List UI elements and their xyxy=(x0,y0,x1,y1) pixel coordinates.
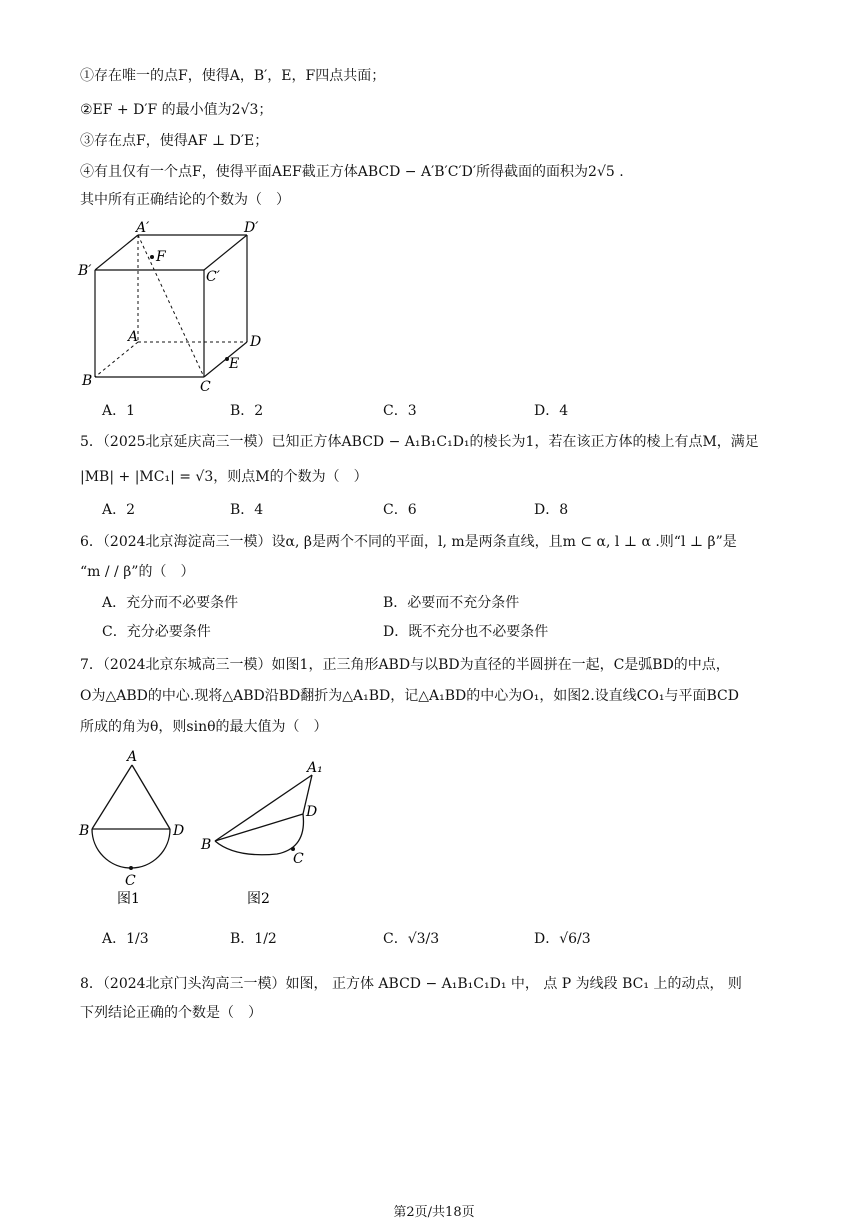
label-e: E xyxy=(229,356,240,372)
q4-option-c: C．3 xyxy=(383,403,417,419)
label-b-prime: B′ xyxy=(78,263,92,279)
q6-option-b: B．必要而不充分条件 xyxy=(383,595,520,611)
label-d-prime: D′ xyxy=(244,220,259,236)
q5-option-a: A．2 xyxy=(102,502,136,518)
q5-option-d: D．8 xyxy=(534,502,569,518)
fig2-label-a1: A₁ xyxy=(307,760,323,776)
page-footer: 第2页/共18页 xyxy=(393,1205,475,1220)
q6-stem-line2: “m / / β”的（ ） xyxy=(80,564,195,580)
fig2-caption: 图2 xyxy=(247,891,270,907)
q6-option-c: C．充分必要条件 xyxy=(102,624,211,640)
q7-option-d: D．√6/3 xyxy=(534,931,591,947)
fig2-label-c: C xyxy=(293,851,304,867)
q7-option-b: B．1/2 xyxy=(230,931,277,947)
q4-option-d: D．4 xyxy=(534,403,569,419)
fig1-point-c xyxy=(129,866,133,870)
label-a-prime: A′ xyxy=(136,220,150,236)
q4-question: 其中所有正确结论的个数为（ ） xyxy=(80,192,290,208)
cube-figure xyxy=(70,215,280,395)
fig1-label-b: B xyxy=(79,823,90,839)
q4-option-a: A．1 xyxy=(102,403,136,419)
q4-statement-2: ②EF + D′F 的最小值为2√3； xyxy=(80,102,273,118)
q7-stem-line2: O为△ABD的中心.现将△ABD沿BD翻折为△A₁BD，记△A₁BD的中心为O₁，如图2.设直线CO₁与平面BCD xyxy=(80,688,739,704)
diag-a1c-hidden xyxy=(138,235,204,377)
fig1-caption: 图1 xyxy=(117,891,140,907)
q7-figure-1 xyxy=(75,745,195,910)
q8-stem-line2: 下列结论正确的个数是（ ） xyxy=(80,1005,262,1021)
q6-stem-line1: 6．（2024北京海淀高三一模）设α, β是两个不同的平面，l, m是两条直线，且m ⊂ α, l ⊥ α .则“l ⊥ β”是 xyxy=(80,534,737,550)
q4-statement-4: ④有且仅有一个点F，使得平面AEF截正方体ABCD − A′B′C′D′所得截面的面积为2√5 . xyxy=(80,164,624,180)
point-f xyxy=(150,255,154,259)
label-d: D xyxy=(250,334,262,350)
fig1-semicircle xyxy=(92,829,170,868)
edge-ab-hidden xyxy=(95,342,138,377)
fig2-label-d: D xyxy=(306,804,318,820)
q7-stem-line1: 7．（2024北京东城高三一模）如图1，正三角形ABD与以BD为直径的半圆拼在一起，C是弧BD的中点， xyxy=(80,657,730,673)
q5-stem-line2: |MB| + |MC₁| = √3，则点M的个数为（ ） xyxy=(80,469,368,485)
q8-stem-line1: 8．（2024北京门头沟高三一模）如图， 正方体 ABCD − A₁B₁C₁D₁ 中， 点 P 为线段 BC₁ 上的动点， 则 xyxy=(80,976,742,992)
q7-option-c: C．√3/3 xyxy=(383,931,440,947)
fig2-semicircle xyxy=(215,814,303,855)
q4-statement-1: ①存在唯一的点F，使得A，B′，E，F四点共面； xyxy=(80,68,386,84)
fig2-label-b: B xyxy=(201,837,212,853)
q5-option-b: B．4 xyxy=(230,502,264,518)
label-b: B xyxy=(82,373,93,389)
fig1-edge-ab xyxy=(92,765,132,829)
label-c-prime: C′ xyxy=(206,269,220,285)
fig1-label-c: C xyxy=(125,873,136,889)
fig1-edge-ad xyxy=(132,765,170,829)
q5-stem-line1: 5．（2025北京延庆高三一模）已知正方体ABCD − A₁B₁C₁D₁的棱长为1，若在该正方体的棱上有点M，满足 xyxy=(80,434,759,450)
label-c: C xyxy=(200,379,211,395)
fig2-edge-ba1 xyxy=(215,775,312,841)
q7-stem-line3: 所成的角为θ，则sinθ的最大值为（ ） xyxy=(80,719,328,735)
q4-statement-3: ③存在点F，使得AF ⊥ D′E； xyxy=(80,133,269,149)
fig1-label-d: D xyxy=(173,823,185,839)
edge-b1a1 xyxy=(95,235,138,270)
q5-option-c: C．6 xyxy=(383,502,417,518)
q7-figure-2 xyxy=(195,750,335,910)
q4-option-b: B．2 xyxy=(230,403,264,419)
fig2-edge-bd xyxy=(215,814,303,841)
label-f: F xyxy=(156,249,166,265)
edge-d1c1 xyxy=(204,235,247,270)
q6-option-d: D．既不充分也不必要条件 xyxy=(383,624,549,640)
fig1-label-a: A xyxy=(127,749,138,765)
label-a: A xyxy=(128,329,139,345)
q6-option-a: A．充分而不必要条件 xyxy=(102,595,239,611)
q7-option-a: A．1/3 xyxy=(102,931,149,947)
